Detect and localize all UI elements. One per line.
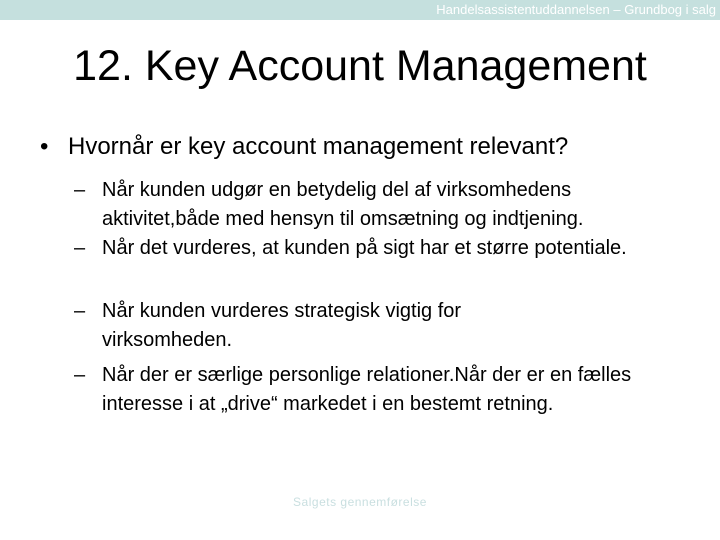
sub-bullet-text: Når kunden udgør en betydelig del af virksomhedens aktivitet,både med hensyn til omsætning og indtjening. bbox=[102, 179, 584, 230]
sub-bullet-text: Når kunden vurderes strategisk vigtig for virksomheden. bbox=[102, 300, 462, 351]
slide-title: 12. Key Account Management bbox=[73, 42, 647, 90]
dash-icon: – bbox=[74, 237, 86, 259]
sub-bullet bbox=[74, 297, 694, 355]
dash-icon: – bbox=[74, 364, 86, 386]
footer-text: Salgets gennemførelse bbox=[293, 495, 427, 509]
dash-icon: – bbox=[74, 179, 86, 201]
sub-bullet bbox=[74, 234, 694, 263]
sub-bullet bbox=[74, 176, 694, 234]
main-bullet bbox=[40, 133, 568, 161]
header-bar bbox=[0, 0, 720, 20]
dash-icon: – bbox=[74, 300, 86, 322]
main-bullet-text: Hvornår er key account management relevant? bbox=[68, 133, 569, 160]
sub-bullet-text: Når der er særlige personlige relationer.Når der er en fælles interesse i at „drive“ markedet i en bestemt retning. bbox=[102, 364, 632, 415]
course-title: Handelsassistentuddannelsen – Grundbog i salg bbox=[436, 2, 716, 17]
sub-bullet-text: Når det vurderes, at kunden på sigt har et større potentiale. bbox=[102, 237, 627, 259]
sub-bullet bbox=[74, 361, 694, 419]
bullet-icon: • bbox=[40, 133, 49, 160]
